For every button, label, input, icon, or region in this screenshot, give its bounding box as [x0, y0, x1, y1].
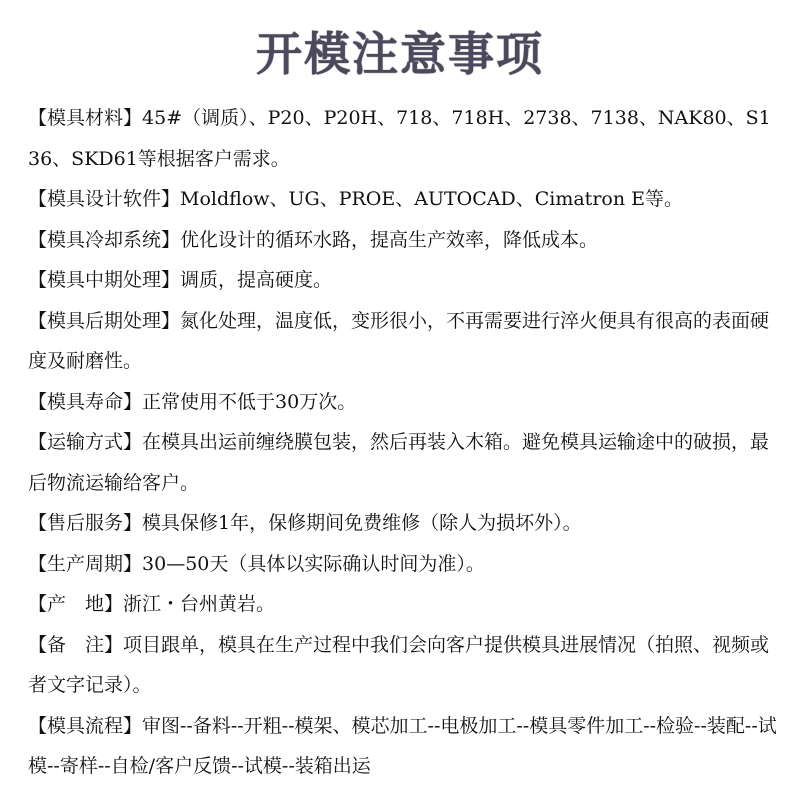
note-text: 在模具出运前缠绕膜包装，然后再装入木箱。避免模具运输途中的破损，最后物流运输给客户。 [28, 431, 770, 494]
note-item-mold-material [28, 98, 780, 179]
note-item-shipping [28, 422, 780, 503]
note-item-mold-process [28, 706, 780, 787]
note-label: 【产 地】 [28, 593, 124, 615]
note-item-post-treatment [28, 301, 780, 382]
note-item-remarks [28, 625, 780, 706]
note-label: 【模具流程】 [28, 714, 143, 737]
note-text: 正常使用不低于30万次。 [142, 390, 357, 413]
note-text: 项目跟单，模具在生产过程中我们会向客户提供模具进展情况（拍照、视频或者文字记录）。 [28, 633, 770, 696]
note-item-mid-treatment [28, 260, 780, 301]
note-item-after-sales [28, 503, 780, 544]
notes-list [28, 98, 780, 787]
note-item-origin [28, 584, 780, 625]
note-label: 【生产周期】 [28, 552, 143, 575]
note-text: 浙江・台州黄岩。 [123, 593, 276, 615]
note-text: 审图--备料--开粗--模架、模芯加工--电极加工--模具零件加工--检验--装配--试模--寄样--自检/客户反馈--试模--装箱出运 [28, 714, 777, 777]
note-text: Moldflow、UG、PROE、AUTOCAD、Cimatron E等。 [180, 188, 683, 210]
note-text: 调质，提高硬度。 [180, 269, 333, 291]
note-label: 【模具材料】 [28, 107, 143, 129]
note-label: 【模具冷却系统】 [28, 228, 181, 251]
page-title: 开模注意事项 [256, 27, 544, 81]
note-text: 优化设计的循环水路，提高生产效率，降低成本。 [180, 228, 599, 251]
note-label: 【模具寿命】 [28, 390, 143, 413]
note-text: 30—50天（具体以实际确认时间为准）。 [142, 552, 485, 575]
note-label: 【售后服务】 [28, 512, 143, 534]
note-text: 模具保修1年，保修期间免费维修（除人为损坏外）。 [142, 512, 582, 534]
note-item-design-software [28, 179, 780, 220]
note-label: 【模具设计软件】 [28, 188, 181, 210]
note-text: 氮化处理，温度低，变形很小，不再需要进行淬火便具有很高的表面硬度及耐磨性。 [28, 309, 770, 372]
note-label: 【备 注】 [28, 633, 124, 656]
note-item-mold-life [28, 382, 780, 423]
note-label: 【模具后期处理】 [28, 309, 181, 332]
note-label: 【模具中期处理】 [28, 269, 181, 291]
note-label: 【运输方式】 [28, 431, 143, 453]
note-item-cooling-system [28, 220, 780, 261]
note-item-production-cycle [28, 544, 780, 585]
note-text: 45#（调质）、P20、P20H、718、718H、2738、7138、NAK80、S136、SKD61等根据客户需求。 [28, 107, 771, 170]
